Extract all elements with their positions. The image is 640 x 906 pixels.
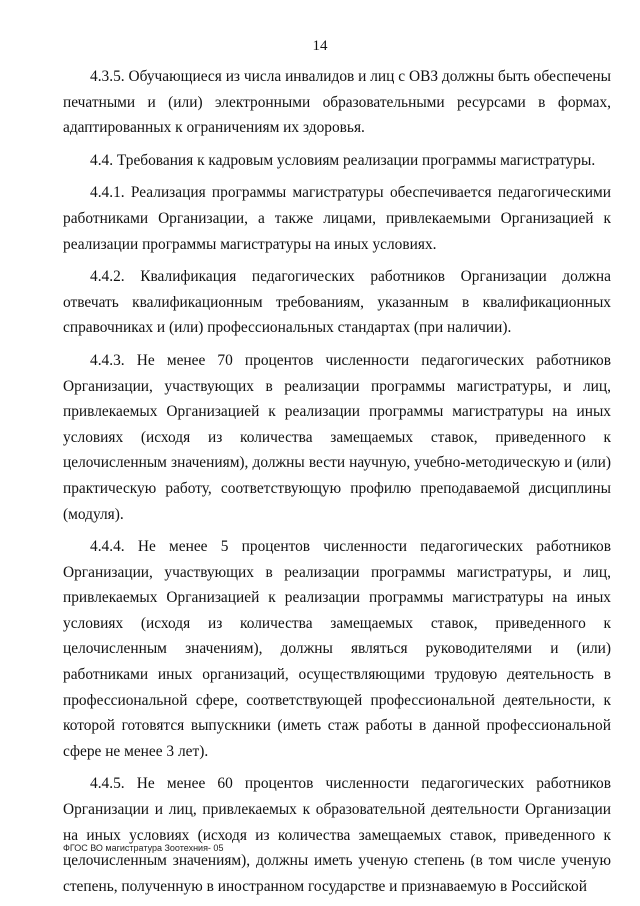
- paragraph-4-4-1: 4.4.1. Реализация программы магистратуры обеспечивается педагогическими работниками Организации, а также лицами, привлекаемыми Организацией к реализации программы магистратуры на иных условиях.: [63, 184, 611, 253]
- page-number: 14: [312, 38, 328, 54]
- paragraph-4-4-4: 4.4.4. Не менее 5 процентов численности педагогических работников Организации, участвующих в реализации программы магистратуры, и лиц, привлекаемых Организацией к реализации программы магистратуры на иных условиях (исходя из количества замещаемых ставок, приведенного к целочисленным значениям), должны являться руководителями и (или) работниками иных организаций, осуществляющими трудовую деятельность в профессиональной сфере, соответствующей профессиональной деятельности, к которой готовятся выпускники (иметь стаж работы в данной профессиональной сфере не менее 3 лет).: [63, 538, 611, 760]
- document-body: [63, 64, 611, 906]
- paragraph-4-4-5: 4.4.5. Не менее 60 процентов численности педагогических работников Организации и лиц, привлекаемых к образовательной деятельности Организации на иных условиях (исходя из количества замещаемых ставок, приведенного к целочисленным значениям), должны иметь ученую степень (в том числе ученую степень, полученную в иностранном государстве и признаваемую в Российской: [63, 775, 611, 895]
- paragraph-4-4: 4.4. Требования к кадровым условиям реализации программы магистратуры.: [90, 151, 596, 169]
- document-footer: ФГОС ВО магистратура Зоотехния- 05: [63, 843, 224, 853]
- paragraph-4-4-2: 4.4.2. Квалификация педагогических работников Организации должна отвечать квалификационным требованиям, указанным в квалификационных справочниках и (или) профессиональных стандартах (при наличии).: [63, 268, 611, 337]
- paragraph-4-3-5: 4.3.5. Обучающиеся из числа инвалидов и лиц с ОВЗ должны быть обеспечены печатными и (или) электронными образовательными ресурсами в формах, адаптированных к ограничениям их здоровья.: [63, 68, 611, 137]
- paragraph-4-4-3: 4.4.3. Не менее 70 процентов численности педагогических работников Организации, участвующих в реализации программы магистратуры, и лиц, привлекаемых Организацией к реализации программы магистратуры на иных условиях (исходя из количества замещаемых ставок, приведенного к целочисленным значениям), должны вести научную, учебно-методическую и (или) практическую работу, соответствующую профилю преподаваемой дисциплины (модуля).: [63, 351, 611, 523]
